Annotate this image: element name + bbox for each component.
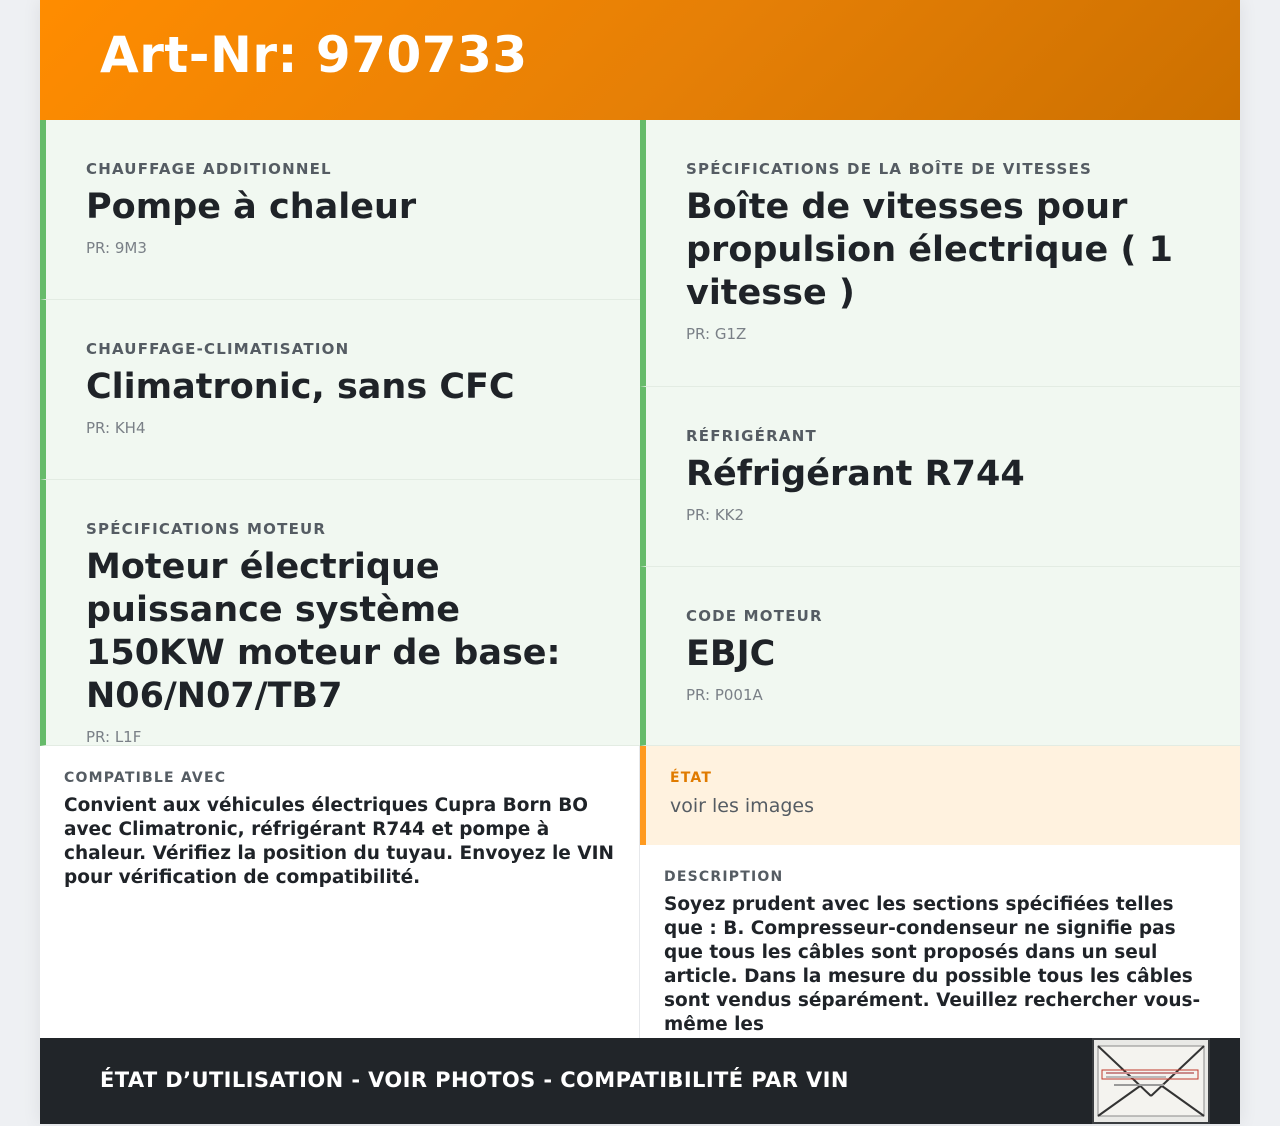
spec-pr-code: PR: L1F [86, 728, 142, 746]
spec-label: SPÉCIFICATIONS MOTEUR [86, 520, 327, 538]
spec-label: CHAUFFAGE ADDITIONNEL [86, 160, 332, 178]
spec-label: SPÉCIFICATIONS DE LA BOÎTE DE VITESSES [686, 160, 1093, 178]
spec-card-code-moteur [640, 567, 1240, 746]
spec-column-right [640, 120, 1240, 746]
spec-pr-code: PR: G1Z [686, 325, 747, 343]
spec-value: Réfrigérant R744 [686, 454, 1025, 494]
spec-card-refrigerant [640, 387, 1240, 567]
spec-value: Moteur électrique puissance système 150KW moteur de base: N06/N07/TB7 [86, 547, 561, 716]
product-sheet [40, 0, 1240, 1124]
envelope-icon [1094, 1040, 1208, 1122]
spec-value: Boîte de vitesses pour propulsion électrique ( 1 vitesse ) [686, 187, 1173, 313]
description-section [640, 845, 1240, 1038]
spec-label: RÉFRIGÉRANT [686, 427, 817, 445]
label-photo-thumbnail[interactable] [1092, 1038, 1210, 1124]
spec-value: Pompe à chaleur [86, 187, 417, 227]
article-number-title: Art-Nr: 970733 [100, 26, 528, 84]
footer-text: ÉTAT D’UTILISATION - VOIR PHOTOS - COMPATIBILITÉ PAR VIN [100, 1068, 849, 1092]
header-bar [40, 0, 1240, 120]
spec-grid [40, 120, 1240, 746]
compatible-text: Convient aux véhicules électriques Cupra Born BO avec Climatronic, réfrigérant R744 et pompe à chaleur. Vérifiez la position du tuyau. Envoyez le VIN pour vérification de compatibilité. [64, 795, 614, 888]
spec-column-left [40, 120, 640, 746]
etat-section [640, 746, 1240, 845]
spec-pr-code: PR: 9M3 [86, 239, 147, 257]
spec-card-specifications-moteur [40, 480, 640, 746]
etat-label: ÉTAT [670, 770, 713, 786]
etat-text: voir les images [670, 795, 814, 817]
spec-value: Climatronic, sans CFC [86, 367, 515, 407]
spec-pr-code: PR: KK2 [686, 506, 745, 524]
description-text: Soyez prudent avec les sections spécifiées telles que : B. Compresseur-condenseur ne signifie pas que tous les câbles sont proposés dans un seul article. Dans la mesure du possible tous les câbles sont vendus séparément. Veuillez rechercher vous-même les [664, 894, 1201, 1035]
spec-pr-code: PR: KH4 [86, 419, 146, 437]
footer-bar [40, 1038, 1240, 1124]
spec-label: CODE MOTEUR [686, 607, 823, 625]
spec-value: EBJC [686, 634, 776, 674]
spec-card-chauffage-additionnel [40, 120, 640, 300]
spec-pr-code: PR: P001A [686, 686, 763, 704]
compatible-section [40, 746, 640, 1038]
spec-card-boite-vitesses [640, 120, 1240, 387]
compatible-label: COMPATIBLE AVEC [64, 770, 227, 786]
spec-card-chauffage-climatisation [40, 300, 640, 480]
spec-label: CHAUFFAGE-CLIMATISATION [86, 340, 350, 358]
description-label: DESCRIPTION [664, 869, 784, 885]
